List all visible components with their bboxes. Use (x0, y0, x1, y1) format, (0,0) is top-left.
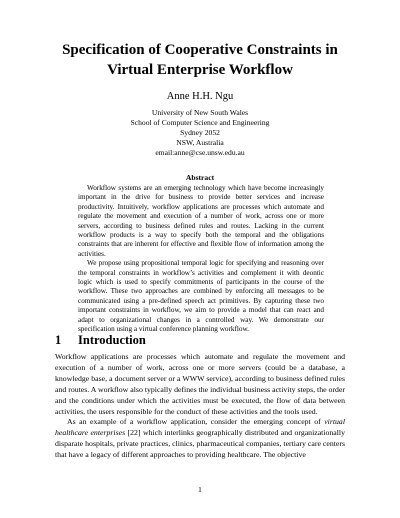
paper-title (40, 40, 360, 80)
body-text-run: [22] which interlinks geographically distributed and organizationally disparate hospitals, private practices, clinics, pharmaceutical companies, tertiary care centers that have a legacy of different approaches to providing healthcare. The objective (55, 428, 345, 460)
title-line: Specification of Cooperative Constraints in (62, 42, 338, 58)
page-number: 1 (198, 485, 202, 494)
author-name: Anne H.H. Ngu (166, 91, 234, 102)
affiliation-line: School of Computer Science and Engineering (130, 117, 270, 127)
body-paragraph (55, 417, 345, 461)
abstract-heading: Abstract (185, 173, 215, 182)
abstract-body (78, 184, 324, 335)
section-number: 1 (55, 333, 62, 347)
abstract-paragraph: We propose using propositional temporal logic for specifying and reasoning over the temporal constraints in workflow’s activities and complement it with deontic logic which is used to specify commitments of participants in the course of the workflow. These two approaches are combined by enforcing all messages to be communicated using a pre-defined speech act primitives. By capturing these two important constraints in workflow, we aim to provide a model that can react and adapt to organizational changes in a controlled way. We demonstrate our specification using a virtual conference planning workflow. (78, 259, 324, 334)
affiliation-line: Sydney 2052 (180, 127, 220, 137)
abstract-paragraph: Workflow systems are an emerging technology which have become increasingly important in the drive for business to provide better services and increase productivity. Intuitively, workflow applications are processes which automate and regulate the movement and execution of a number of work, across one or more servers, according to business defined rules and routes. Lacking in the current workflow products is a way to specify both the temporal and the obligations constraints that are inherent for effective and flexible flow of information among the activities. (78, 184, 324, 258)
introduction-body (55, 352, 345, 461)
body-text-run: As an example of a workflow application, consider the emerging concept of (67, 417, 325, 427)
affiliation-block (40, 108, 360, 158)
section-heading (55, 333, 146, 348)
affiliation-line: University of New South Wales (151, 108, 249, 117)
emphasized-term: virtual healthcare enterprises (55, 417, 345, 438)
section-title: Introduction (78, 333, 146, 347)
body-paragraph: Workflow applications are processes which automate and regulate the movement and execution of a number of work, across one or more servers (could be a database, a knowledge base, a document server or a WWW service), according to business defined rules and routes. A workflow also typically defines the individual business activity steps, the order and the conditions under which the activities must be executed, the flow of data between activities, the users responsible for the conduct of these activities and the tools used. (55, 352, 345, 416)
author-email: email:anne@cse.unsw.edu.au (155, 147, 245, 157)
affiliation-line: NSW, Australia (176, 137, 224, 147)
title-line: Virtual Enterprise Workflow (107, 62, 293, 78)
